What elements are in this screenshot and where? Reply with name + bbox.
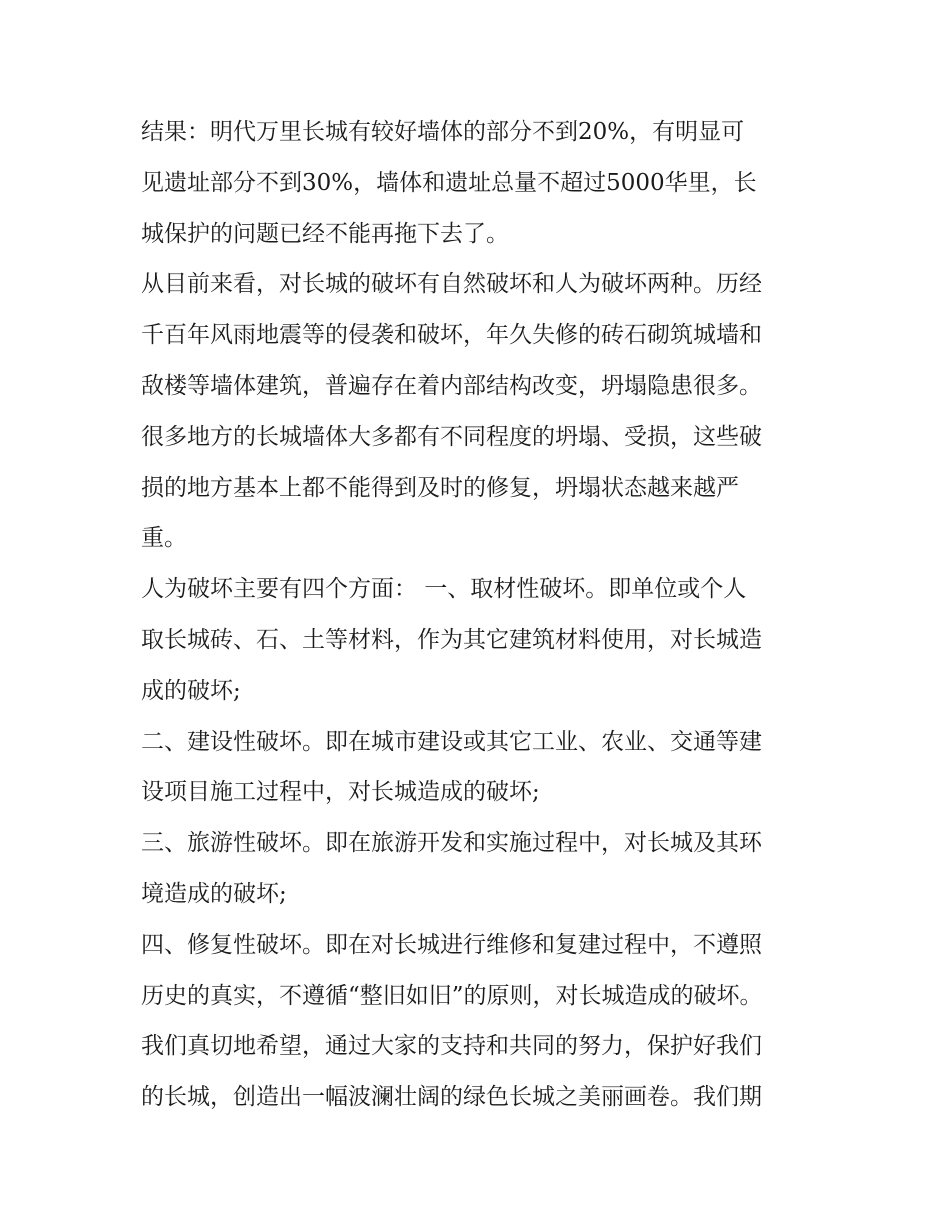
text-line: 二、建设性破坏。即在城市建设或其它工业、农业、交通等建 xyxy=(141,728,762,755)
text-line: 重。 xyxy=(141,525,187,552)
text-line: 损的地方基本上都不能得到及时的修复，坍塌状态越来越严 xyxy=(141,474,739,501)
text-line: 人为破坏主要有四个方面： 一、取材性破坏。即单位或个人 xyxy=(141,576,747,603)
paragraph-natural-damage xyxy=(141,259,821,564)
paragraph-appeal xyxy=(141,1021,821,1123)
text-line: 从目前来看，对长城的破坏有自然破坏和人为破坏两种。历经 xyxy=(141,271,762,298)
text-line: 结果：明代万里长城有较好墙体的部分不到20%，有明显可 xyxy=(141,119,745,145)
text-line: 敌楼等墙体建筑，普遍存在着内部结构改变，坍塌隐患很多。 xyxy=(141,372,762,399)
text-line: 四、修复性破坏。即在对长城进行维修和复建过程中，不遵照 xyxy=(141,931,762,958)
document-body xyxy=(141,107,821,1123)
paragraph-human-damage-4 xyxy=(141,920,821,1022)
text-line: 三、旅游性破坏。即在旅游开发和实施过程中，对长城及其环 xyxy=(141,830,762,857)
text-line: 千百年风雨地震等的侵袭和破坏，年久失修的砖石砌筑城墙和 xyxy=(141,322,762,349)
text-line: 城保护的问题已经不能再拖下去了。 xyxy=(141,220,509,247)
text-line: 的长城，创造出一幅波澜壮阔的绿色长城之美丽画卷。我们期 xyxy=(141,1084,762,1111)
text-line: 成的破坏; xyxy=(141,677,241,704)
paragraph-survey-result xyxy=(141,107,821,259)
text-line: 很多地方的长城墙体大多都有不同程度的坍塌、受损，这些破 xyxy=(141,423,762,450)
text-line: 设项目施工过程中，对长城造成的破坏; xyxy=(141,779,540,806)
paragraph-human-damage-1 xyxy=(141,564,821,716)
text-line: 境造成的破坏; xyxy=(141,880,287,907)
paragraph-human-damage-2 xyxy=(141,717,821,819)
text-line: 见遗址部分不到30%，墙体和遗址总量不超过5000华里，长 xyxy=(141,169,757,196)
text-line: 历史的真实，不遵循“整旧如旧”的原则，对长城造成的破坏。 xyxy=(141,982,763,1009)
paragraph-human-damage-3 xyxy=(141,818,821,920)
text-line: 我们真切地希望，通过大家的支持和共同的努力，保护好我们 xyxy=(141,1033,762,1060)
text-line: 取长城砖、石、土等材料，作为其它建筑材料使用，对长城造 xyxy=(141,626,762,653)
